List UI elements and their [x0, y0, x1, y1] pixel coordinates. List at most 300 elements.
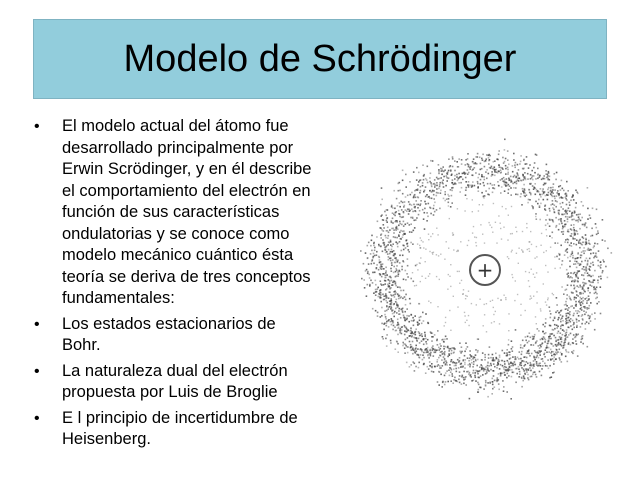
probability-dot [553, 345, 555, 347]
probability-dot [556, 192, 558, 194]
probability-dot [380, 274, 382, 276]
probability-dot [439, 343, 441, 345]
probability-dot [491, 184, 493, 186]
probability-dot [416, 217, 418, 219]
probability-dot [528, 248, 529, 249]
probability-dot [533, 336, 535, 338]
probability-dot [418, 362, 420, 364]
probability-dot [550, 349, 552, 351]
probability-dot [519, 351, 521, 353]
probability-dot [576, 258, 578, 260]
probability-dot [527, 173, 529, 175]
probability-dot [565, 321, 567, 323]
probability-dot [494, 166, 496, 168]
probability-dot [543, 199, 545, 201]
probability-dot [599, 266, 601, 268]
probability-dot [561, 354, 563, 356]
probability-dot [485, 190, 487, 192]
probability-dot [455, 365, 457, 367]
probability-dot [396, 270, 398, 272]
probability-dot [399, 182, 401, 184]
probability-dot [554, 173, 556, 175]
probability-dot [566, 322, 568, 324]
probability-dot [468, 315, 469, 316]
probability-dot [583, 247, 585, 249]
probability-dot [415, 334, 417, 336]
probability-dot [461, 163, 463, 165]
probability-dot [382, 251, 384, 253]
probability-dot [395, 211, 397, 213]
probability-dot [440, 177, 442, 179]
probability-dot [529, 286, 530, 287]
probability-dot [394, 254, 396, 256]
probability-dot [392, 329, 394, 331]
probability-dot [431, 363, 433, 365]
probability-dot [460, 182, 462, 184]
probability-dot [488, 357, 490, 359]
probability-dot [566, 269, 568, 271]
probability-dot [423, 344, 425, 346]
probability-dot [410, 217, 412, 219]
probability-dot [467, 153, 469, 155]
probability-dot [385, 267, 387, 269]
probability-dot [556, 172, 558, 174]
probability-dot [489, 382, 491, 384]
probability-dot [564, 254, 566, 256]
probability-dot [566, 298, 568, 300]
probability-dot [379, 227, 381, 229]
probability-dot [424, 334, 426, 336]
probability-dot [578, 301, 580, 303]
probability-dot [523, 160, 525, 162]
probability-dot [383, 295, 385, 297]
probability-dot [549, 176, 551, 178]
probability-dot [534, 359, 536, 361]
probability-dot [452, 232, 453, 233]
probability-dot [484, 357, 486, 359]
probability-dot [424, 208, 426, 210]
probability-dot [577, 281, 579, 283]
probability-dot [490, 369, 492, 371]
probability-dot [517, 174, 519, 176]
probability-dot [582, 224, 584, 226]
probability-dot [472, 232, 473, 233]
probability-dot [520, 193, 522, 195]
probability-dot [575, 202, 577, 204]
probability-dot [595, 298, 597, 300]
probability-dot [574, 281, 576, 283]
probability-dot [437, 381, 439, 383]
probability-dot [523, 370, 525, 372]
probability-dot [418, 214, 420, 216]
probability-dot [579, 228, 581, 230]
probability-dot [416, 285, 417, 286]
probability-dot [458, 250, 459, 251]
probability-dot [536, 355, 538, 357]
probability-dot [416, 179, 418, 181]
probability-dot [568, 342, 570, 344]
probability-dot [543, 252, 544, 253]
probability-dot [581, 323, 583, 325]
probability-dot [433, 214, 435, 216]
probability-dot [395, 301, 397, 303]
probability-dot [561, 264, 563, 266]
probability-dot [562, 320, 564, 322]
probability-dot [531, 298, 532, 299]
probability-dot [465, 177, 467, 179]
probability-dot [382, 338, 384, 340]
probability-dot [565, 197, 567, 199]
probability-dot [410, 303, 412, 305]
probability-dot [460, 363, 462, 365]
probability-dot [472, 161, 474, 163]
probability-dot [548, 351, 550, 353]
probability-dot [558, 229, 560, 231]
probability-dot [421, 240, 422, 241]
probability-dot [394, 215, 396, 217]
probability-dot [549, 225, 551, 227]
probability-dot [530, 183, 532, 185]
probability-dot [583, 269, 585, 271]
probability-dot [526, 371, 528, 373]
probability-dot [607, 277, 609, 279]
probability-dot [522, 360, 524, 362]
probability-dot [566, 315, 568, 317]
probability-dot [577, 355, 579, 357]
probability-dot [587, 290, 589, 292]
probability-dot [585, 268, 587, 270]
probability-dot [561, 223, 563, 225]
probability-dot [475, 380, 477, 382]
probability-dot [397, 306, 399, 308]
probability-dot [375, 280, 377, 282]
probability-dot [567, 317, 569, 319]
probability-dot [404, 205, 406, 207]
probability-dot [530, 193, 532, 195]
probability-dot [573, 285, 575, 287]
probability-dot [502, 167, 504, 169]
probability-dot [566, 308, 568, 310]
probability-dot [474, 236, 475, 237]
probability-dot [478, 371, 480, 373]
probability-dot [582, 242, 584, 244]
probability-dot [380, 301, 382, 303]
probability-dot [565, 337, 567, 339]
probability-dot [468, 374, 470, 376]
probability-dot [541, 233, 542, 234]
probability-dot [412, 341, 414, 343]
probability-dot [437, 306, 438, 307]
probability-dot [397, 304, 399, 306]
probability-dot [495, 169, 497, 171]
probability-dot [581, 274, 583, 276]
probability-dot [398, 298, 400, 300]
nucleus-plus-icon: + [476, 258, 494, 282]
probability-dot [585, 323, 587, 325]
probability-dot [455, 380, 457, 382]
probability-dot [465, 342, 467, 344]
probability-dot [391, 264, 393, 266]
probability-dot [394, 294, 396, 296]
probability-dot [388, 319, 390, 321]
probability-dot [468, 181, 470, 183]
probability-dot [448, 205, 449, 206]
probability-dot [589, 281, 591, 283]
probability-dot [379, 257, 381, 259]
probability-dot [553, 360, 555, 362]
probability-dot [465, 384, 467, 386]
probability-dot [429, 197, 431, 199]
probability-dot [478, 384, 480, 386]
probability-dot [585, 222, 587, 224]
probability-dot [444, 339, 446, 341]
probability-dot [467, 163, 469, 165]
probability-dot [436, 177, 438, 179]
probability-dot [499, 166, 501, 168]
probability-dot [545, 219, 547, 221]
probability-dot [476, 237, 477, 238]
probability-dot [528, 280, 529, 281]
probability-dot [403, 315, 405, 317]
probability-dot [536, 246, 537, 247]
probability-dot [507, 172, 509, 174]
probability-dot [499, 323, 500, 324]
probability-dot [381, 323, 383, 325]
probability-dot [559, 359, 561, 361]
probability-dot [386, 220, 388, 222]
probability-dot [477, 382, 479, 384]
probability-dot [442, 365, 444, 367]
probability-dot [558, 253, 559, 254]
probability-dot [596, 227, 598, 229]
probability-dot [526, 223, 527, 224]
probability-dot [545, 205, 547, 207]
probability-dot [512, 165, 514, 167]
probability-dot [597, 243, 599, 245]
probability-dot [401, 250, 403, 252]
probability-dot [400, 309, 402, 311]
probability-dot [418, 204, 420, 206]
probability-dot [555, 341, 557, 343]
probability-dot [402, 255, 404, 257]
probability-dot [583, 253, 585, 255]
probability-dot [563, 293, 565, 295]
probability-dot [590, 235, 592, 237]
probability-dot [548, 192, 550, 194]
probability-dot [472, 372, 474, 374]
probability-dot [583, 300, 585, 302]
probability-dot [569, 266, 571, 268]
probability-dot [449, 218, 450, 219]
probability-dot [377, 315, 379, 317]
probability-dot [527, 202, 529, 204]
probability-dot [439, 186, 441, 188]
probability-dot [585, 244, 587, 246]
probability-dot [404, 352, 406, 354]
probability-dot [494, 160, 496, 162]
probability-dot [527, 178, 529, 180]
probability-dot [562, 188, 564, 190]
probability-dot [582, 236, 584, 238]
probability-dot [476, 365, 478, 367]
probability-dot [517, 357, 519, 359]
probability-dot [475, 354, 477, 356]
probability-dot [458, 178, 460, 180]
probability-dot [405, 196, 407, 198]
probability-dot [420, 257, 421, 258]
probability-dot [452, 158, 454, 160]
probability-dot [451, 373, 453, 375]
probability-dot [492, 370, 494, 372]
probability-dot [486, 369, 488, 371]
probability-dot [508, 363, 510, 365]
probability-dot [413, 337, 415, 339]
probability-dot [508, 330, 509, 331]
probability-dot [589, 269, 591, 271]
probability-dot [385, 248, 387, 250]
probability-dot [511, 376, 513, 378]
probability-dot [376, 236, 378, 238]
probability-dot [593, 245, 595, 247]
probability-dot [433, 371, 435, 373]
probability-dot [386, 345, 388, 347]
probability-dot [492, 192, 494, 194]
probability-dot [444, 354, 446, 356]
probability-dot [550, 317, 552, 319]
probability-dot [507, 167, 509, 169]
probability-dot [488, 155, 490, 157]
probability-dot [600, 264, 602, 266]
probability-dot [421, 340, 423, 342]
probability-dot [473, 380, 475, 382]
probability-dot [472, 199, 473, 200]
probability-dot [560, 206, 562, 208]
probability-dot [504, 184, 506, 186]
probability-dot [431, 184, 433, 186]
probability-dot [436, 182, 438, 184]
probability-dot [476, 163, 478, 165]
probability-dot [428, 234, 429, 235]
probability-dot [539, 344, 541, 346]
probability-dot [410, 364, 412, 366]
probability-dot [433, 355, 435, 357]
probability-dot [493, 363, 495, 365]
probability-dot [525, 163, 527, 165]
probability-dot [391, 270, 393, 272]
probability-dot [405, 279, 407, 281]
probability-dot [367, 257, 369, 259]
probability-dot [391, 222, 393, 224]
probability-dot [515, 162, 517, 164]
probability-dot [527, 352, 529, 354]
probability-dot [439, 184, 441, 186]
probability-dot [415, 197, 417, 199]
probability-dot [398, 324, 400, 326]
probability-dot [421, 351, 423, 353]
probability-dot [523, 361, 525, 363]
probability-dot [423, 363, 425, 365]
probability-dot [520, 155, 522, 157]
probability-dot [562, 226, 564, 228]
probability-dot [414, 331, 416, 333]
probability-dot [448, 195, 450, 197]
probability-dot [427, 166, 429, 168]
probability-dot [549, 310, 551, 312]
probability-dot [582, 319, 584, 321]
probability-dot [566, 305, 568, 307]
probability-dot [536, 376, 538, 378]
probability-dot [394, 255, 396, 257]
probability-dot [557, 190, 559, 192]
probability-dot [518, 248, 519, 249]
probability-dot [401, 329, 403, 331]
probability-dot [579, 213, 581, 215]
probability-dot [390, 260, 392, 262]
probability-dot [379, 290, 381, 292]
probability-dot [539, 176, 541, 178]
probability-dot [477, 181, 479, 183]
probability-dot [381, 233, 383, 235]
probability-dot [467, 296, 468, 297]
probability-dot [381, 199, 383, 201]
probability-dot [482, 352, 484, 354]
probability-dot [396, 259, 398, 261]
probability-dot [386, 245, 388, 247]
probability-dot [472, 175, 474, 177]
probability-dot [430, 213, 432, 215]
probability-dot [557, 339, 559, 341]
probability-dot [523, 375, 525, 377]
probability-dot [530, 174, 532, 176]
bullet-marker: • [34, 118, 40, 135]
probability-dot [523, 365, 525, 367]
probability-dot [497, 377, 499, 379]
probability-dot [489, 155, 491, 157]
probability-dot [581, 251, 583, 253]
probability-dot [379, 259, 381, 261]
probability-dot [405, 240, 407, 242]
probability-dot [465, 295, 466, 296]
probability-dot [411, 192, 413, 194]
probability-dot [568, 334, 570, 336]
probability-dot [448, 353, 450, 355]
probability-dot [535, 194, 537, 196]
probability-dot [449, 348, 451, 350]
probability-dot [453, 361, 455, 363]
probability-dot [598, 276, 600, 278]
probability-dot [574, 233, 576, 235]
probability-dot [408, 321, 410, 323]
probability-dot [490, 363, 492, 365]
probability-dot [459, 191, 461, 193]
probability-dot [412, 317, 414, 319]
probability-dot [534, 162, 536, 164]
probability-dot [374, 272, 376, 274]
probability-dot [490, 301, 491, 302]
bullet-marker: • [34, 409, 40, 427]
probability-dot [417, 354, 419, 356]
probability-dot [547, 340, 549, 342]
probability-dot [364, 287, 366, 289]
probability-dot [584, 298, 586, 300]
probability-dot [493, 307, 494, 308]
probability-dot [501, 178, 503, 180]
probability-dot [525, 192, 527, 194]
probability-dot [413, 220, 415, 222]
probability-dot [399, 221, 401, 223]
probability-dot [545, 170, 547, 172]
probability-dot [514, 182, 516, 184]
